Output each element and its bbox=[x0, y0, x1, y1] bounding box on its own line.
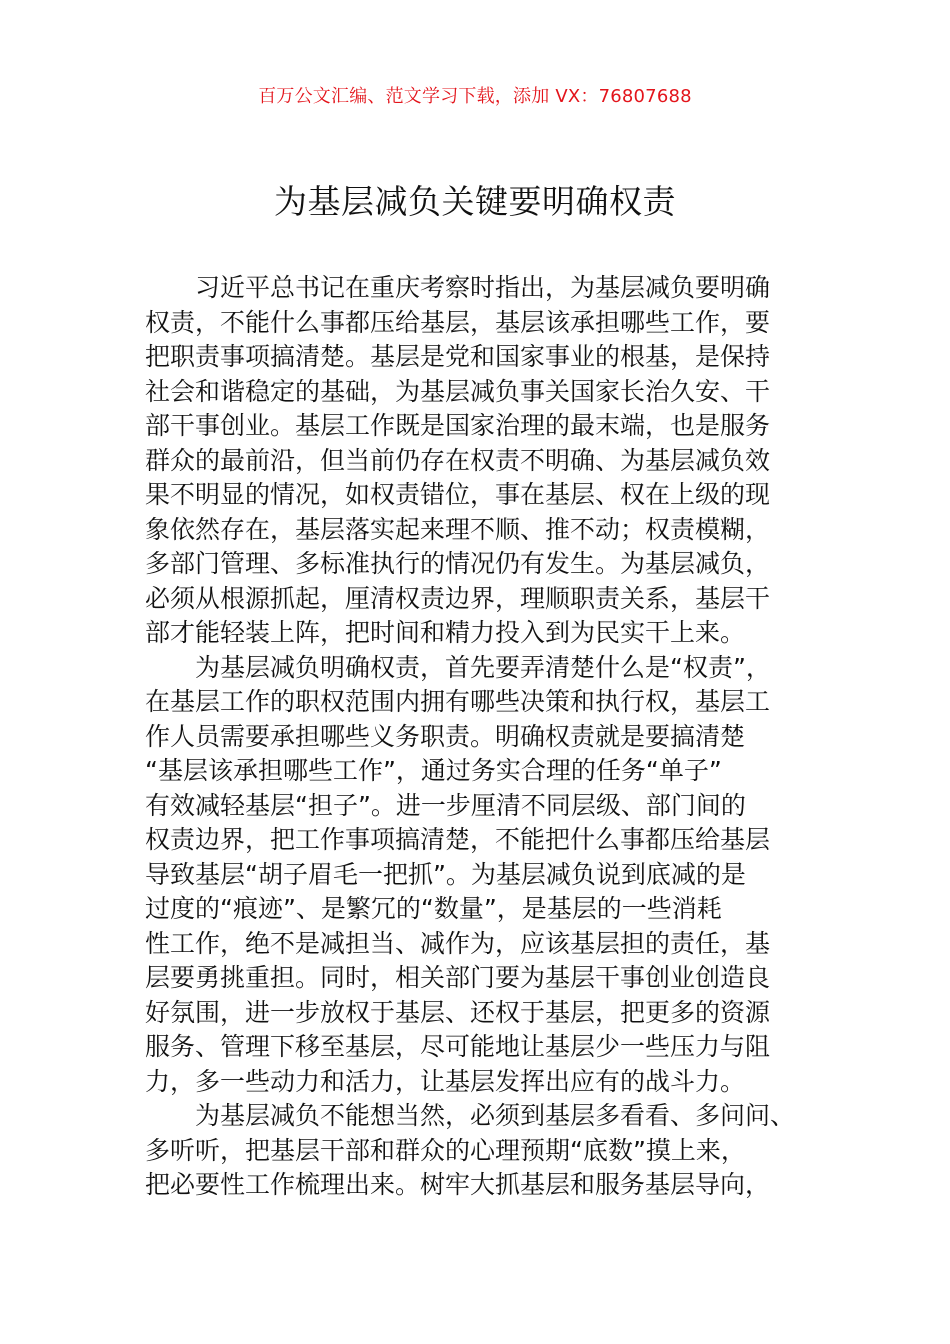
text-line: 部干事创业。基层工作既是国家治理的最末端，也是服务 bbox=[145, 411, 771, 440]
text-line: 为基层减负不能想当然，必须到基层多看看、多问问、 bbox=[195, 1101, 796, 1130]
text-line: 多部门管理、多标准执行的情况仍有发生。为基层减负， bbox=[145, 549, 771, 578]
text-line: 必须从根源抓起，厘清权责边界，理顺职责关系，基层干 bbox=[145, 583, 771, 613]
document-title: 为基层减负关键要明确权责 bbox=[274, 182, 676, 221]
text-line: 习近平总书记在重庆考察时指出，为基层减负要明确 bbox=[195, 273, 771, 302]
promo-header-note: 百万公文汇编、范文学习下载，添加 VX：76807688 bbox=[258, 86, 692, 107]
text-line: 好氛围，进一步放权于基层、还权于基层，把更多的资源 bbox=[145, 997, 771, 1027]
text-line: 权责，不能什么事都压给基层，基层该承担哪些工作，要 bbox=[145, 307, 771, 337]
text-line: “基层该承担哪些工作”，通过务实合理的任务“单子” bbox=[145, 756, 722, 785]
text-line: 服务、管理下移至基层，尽可能地让基层少一些压力与阻 bbox=[145, 1032, 771, 1061]
paragraph-2 bbox=[145, 651, 825, 1100]
document-body bbox=[145, 271, 825, 1203]
text-line: 象依然存在，基层落实起来理不顺、推不动；权责模糊， bbox=[145, 514, 771, 544]
text-line: 层要勇挑重担。同时，相关部门要为基层干事创业创造良 bbox=[145, 963, 771, 992]
text-line: 果不明显的情况，如权责错位，事在基层、权在上级的现 bbox=[145, 480, 771, 509]
text-line: 权责边界，把工作事项搞清楚，不能把什么事都压给基层 bbox=[145, 825, 771, 854]
text-line: 在基层工作的职权范围内拥有哪些决策和执行权，基层工 bbox=[145, 687, 771, 716]
text-line: 有效减轻基层“担子”。进一步厘清不同层级、部门间的 bbox=[145, 790, 746, 820]
text-line: 部才能轻装上阵，把时间和精力投入到为民实干上来。 bbox=[145, 618, 746, 647]
text-line: 力，多一些动力和活力，让基层发挥出应有的战斗力。 bbox=[145, 1066, 746, 1096]
text-line: 群众的最前沿，但当前仍存在权责不明确、为基层减负效 bbox=[145, 445, 771, 475]
text-line: 为基层减负明确权责，首先要弄清楚什么是“权责”， bbox=[195, 652, 771, 682]
text-line: 把职责事项搞清楚。基层是党和国家事业的根基，是保持 bbox=[145, 342, 771, 371]
paragraph-3 bbox=[145, 1099, 825, 1203]
text-line: 过度的“痕迹”、是繁冗的“数量”，是基层的一些消耗 bbox=[145, 894, 722, 923]
paragraph-1 bbox=[145, 271, 825, 651]
text-line: 把必要性工作梳理出来。树牢大抓基层和服务基层导向， bbox=[145, 1170, 771, 1199]
text-line: 社会和谐稳定的基础，为基层减负事关国家长治久安、干 bbox=[145, 376, 771, 406]
text-line: 性工作，绝不是减担当、减作为，应该基层担的责任，基 bbox=[145, 928, 771, 958]
text-line: 多听听，把基层干部和群众的心理预期“底数”摸上来， bbox=[145, 1135, 746, 1165]
text-line: 导致基层“胡子眉毛一把抓”。为基层减负说到底减的是 bbox=[145, 859, 746, 889]
text-line: 作人员需要承担哪些义务职责。明确权责就是要搞清楚 bbox=[145, 721, 746, 751]
